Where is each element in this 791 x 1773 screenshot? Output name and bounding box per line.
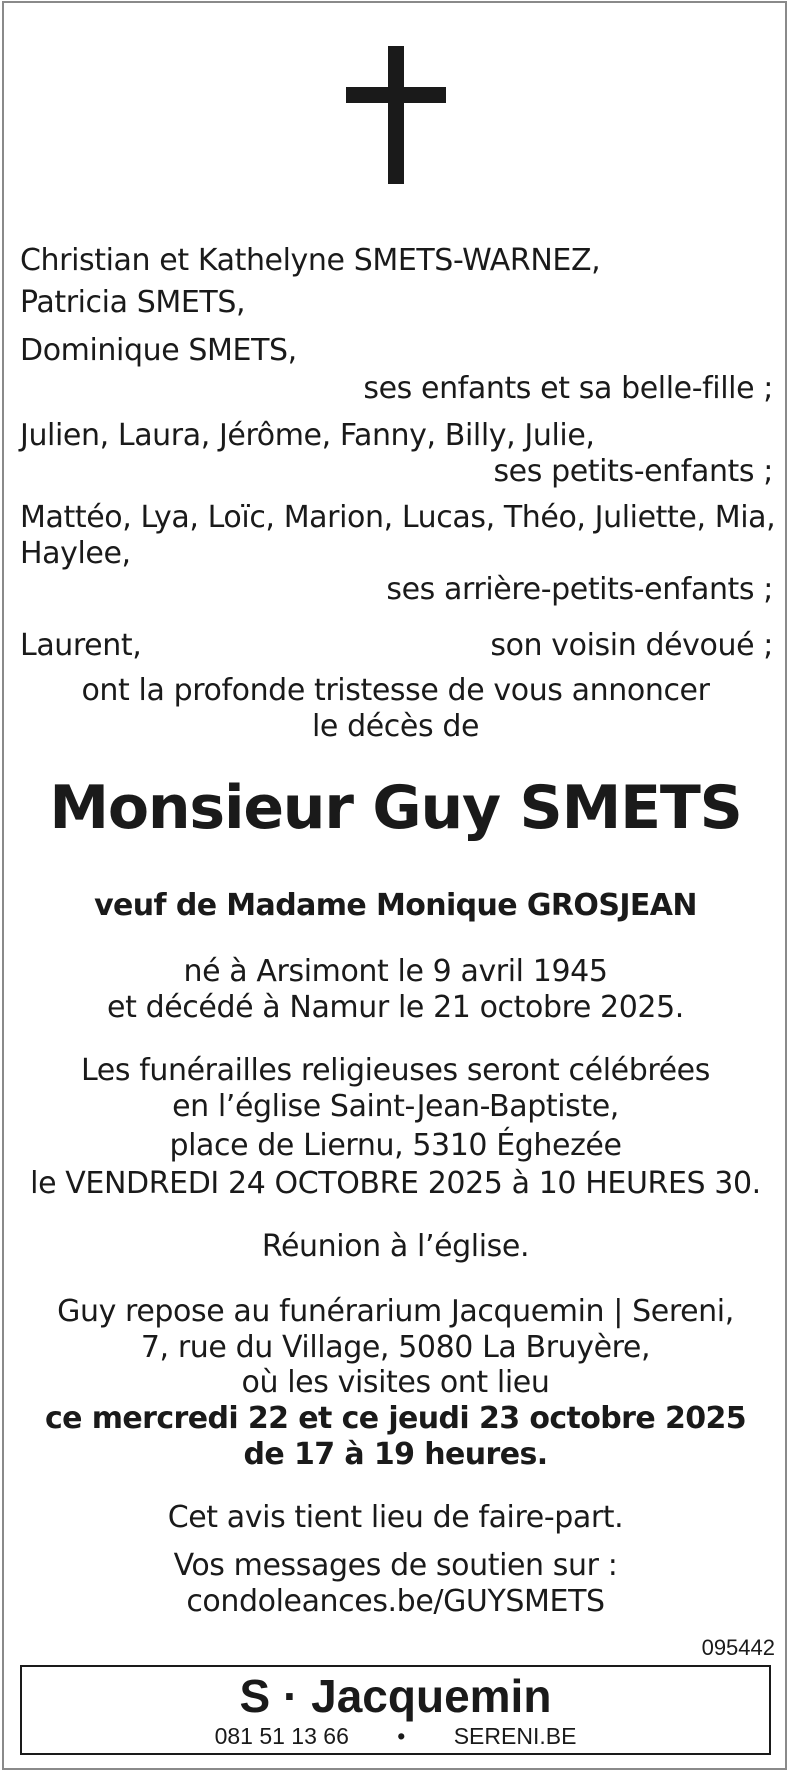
family-children-line-1: Christian et Kathelyne SMETS-WARNEZ, xyxy=(20,243,601,278)
visitation-dates: ce mercredi 22 et ce jeudi 23 octobre 2025 xyxy=(44,1401,747,1436)
deceased-name: Monsieur Guy SMETS xyxy=(49,773,742,843)
family-great-grandchildren-role: ses arrière-petits-enfants ; xyxy=(386,572,773,607)
funeral-home-phone: 081 51 13 66 xyxy=(214,1723,349,1749)
family-children-line-3: Dominique SMETS, xyxy=(20,333,297,368)
visitation-line-3: où les visites ont lieu xyxy=(241,1365,550,1400)
closing-messages: Vos messages de soutien sur : xyxy=(173,1548,618,1583)
deceased-death: et décédé à Namur le 21 octobre 2025. xyxy=(107,990,684,1025)
brand-name: Jacquemin xyxy=(311,1670,552,1722)
brand-initial: S xyxy=(239,1670,271,1722)
family-children-line-2: Patricia SMETS, xyxy=(20,285,246,320)
funeral-home-logo xyxy=(22,1669,769,1723)
family-great-grandchildren-names-1: Mattéo, Lya, Loïc, Marion, Lucas, Théo, Juliette, Mia, xyxy=(20,500,776,535)
announcement-line-1: ont la profonde tristesse de vous annoncer xyxy=(81,673,710,708)
contact-bullet: • xyxy=(397,1723,406,1749)
funeral-line-3: place de Liernu, 5310 Éghezée xyxy=(169,1128,622,1163)
funeral-line-2: en l’église Saint-Jean-Baptiste, xyxy=(172,1089,619,1124)
funeral-home-footer xyxy=(20,1665,771,1755)
funeral-line-4: le VENDREDI 24 OCTOBRE 2025 à 10 HEURES 30. xyxy=(30,1166,761,1201)
family-grandchildren-role: ses petits-enfants ; xyxy=(493,454,773,489)
closing-notice: Cet avis tient lieu de faire-part. xyxy=(167,1500,624,1535)
visitation-hours: de 17 à 19 heures. xyxy=(243,1437,548,1472)
family-neighbor-role: son voisin dévoué ; xyxy=(490,628,773,663)
funeral-meeting: Réunion à l’église. xyxy=(261,1229,530,1264)
visitation-line-2: 7, rue du Village, 5080 La Bruyère, xyxy=(140,1330,651,1365)
brand-separator: · xyxy=(283,1670,299,1722)
funeral-line-1: Les funérailles religieuses seront célébrées xyxy=(81,1053,710,1088)
visitation-line-1: Guy repose au funérarium Jacquemin | Sereni, xyxy=(57,1294,734,1329)
funeral-home-contact xyxy=(22,1723,769,1749)
funeral-home-website: SERENI.BE xyxy=(453,1723,577,1749)
deceased-spouse: veuf de Madame Monique GROSJEAN xyxy=(94,888,697,923)
deceased-birth: né à Arsimont le 9 avril 1945 xyxy=(183,954,608,989)
reference-number: 095442 xyxy=(701,1635,775,1660)
family-great-grandchildren-names-2: Haylee, xyxy=(20,536,131,571)
family-children-role: ses enfants et sa belle-fille ; xyxy=(363,371,773,406)
closing-url: condoleances.be/GUYSMETS xyxy=(186,1584,605,1619)
family-neighbor-name: Laurent, xyxy=(20,628,142,663)
family-grandchildren-names: Julien, Laura, Jérôme, Fanny, Billy, Julie, xyxy=(20,418,595,453)
announcement-line-2: le décès de xyxy=(311,709,480,744)
